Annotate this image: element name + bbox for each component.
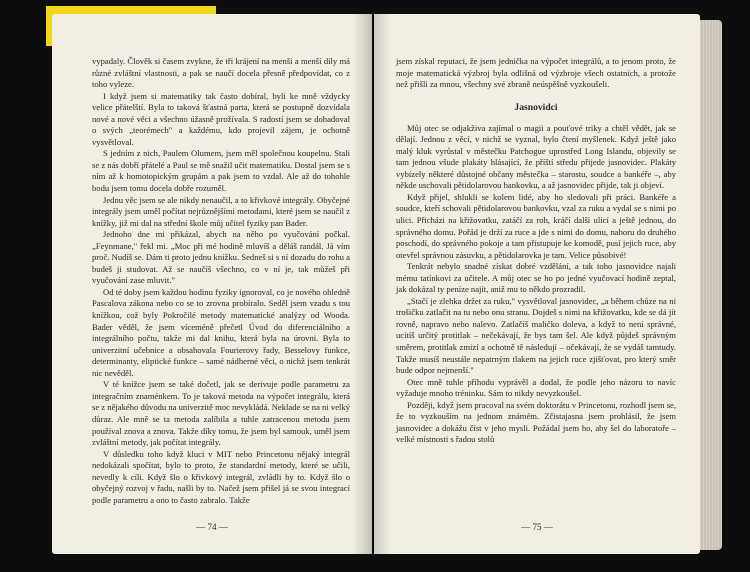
page-number-right: — 75 — xyxy=(521,522,553,532)
paragraph: Tenkrát nebylo snadné získat dobré vzdělání, a tak toho jasnovidce najali mému tatínkovi za učitele. A můj otec se ho po jedné vyučovací hodině zeptal, jak dokázal ty peníze najít, aniž mu to někdo prozradil. xyxy=(396,261,676,295)
paragraph: vypadaly. Člověk si časem zvykne, že tři krájení na menší a menší díly má různé zvláštní vlastnosti, a pak se naučí docela přesně předpovídat, co z toho vyleze. xyxy=(92,56,350,90)
page-edges xyxy=(700,20,722,550)
paragraph: Od té doby jsem každou hodinu fyziky ignoroval, co je nového ohledně Pascalova zákona nebo co se to zrovna probíralo. Seděl jsem vzadu s tou knížkou, což byly Pokročilé metody matematické analýzy od Wooda. Bader věděl, že jsem víceméně přečetl Úvod do diferenciálního a integrálního počtu, takže mi dal knihu, která byla na úrovni. Byla to univerzitní učebnice a obsahovala Fourierovy řady, Besselovy funkce, determinanty, eliptické funkce – samé nádherné věci, o nichž jsem tenkrát nic nevěděl. xyxy=(92,286,350,378)
paragraph: Jednu věc jsem se ale nikdy nenaučil, a to křivkové integrály. Obyčejné integrály jsem uměl počítat nejrůznějšími metodami, které jsem se naučil z knížky, již mi dal na střední škole můj učitel fyziky pan Bader. xyxy=(92,194,350,228)
paragraph: „Stačí je zlehka držet za ruku," vysvětloval jasnovidec, „a během chůze na ni trošičku zatlačit na tu nebo onu stranu. Dojdeš s nimi na křižovatku, kde se dá jít rovně, napravo nebo nalevo. Zatlačíš maličko doleva, a když to není správné, ucítíš určitý protitlak – nečekávají, že bys tam šel. Ale když půjdeš správným směrem, protitlak zmizí a ochotně tě následují – očekávají, že se vydáš tamtudy. Takže musíš neustále nepatrným tlakem na jejich ruce zjišťovat, pro který směr bude odpor nejmenší." xyxy=(396,295,676,376)
left-page xyxy=(52,14,372,554)
paragraph: Můj otec se odjakživa zajímal o magii a pouťové triky a chtěl vědět, jak se dělají. Jednou z věcí, v nichž se vyznal, bylo čtení myšlenek. Když ještě jako malý kluk vyrůstal v městečku Patchogue uprostřed Long Islandu, objevily se tam jednou všude plakáty hlásající, že příští středu přijede jasnovidec. Plakáty vybízely některé důstojné občany městečka – starostu, soudce a bankéře –, aby někde uschovali pětidolarovou bankovku, a až jasnovidec přijde, tak ji objeví. xyxy=(396,122,676,191)
right-page-text xyxy=(396,56,676,446)
paragraph: Otec mně tuhle příhodu vyprávěl a dodal, že podle jeho názoru to navíc vyžaduje mnoho tréninku. Sám to nikdy nevyzkoušel. xyxy=(396,376,676,399)
paragraph: V té knížce jsem se také dočetl, jak se derivuje podle parametru za integračním znaménkem. To je taková metoda na výpočet integrálu, která se z nějakého důvodu na univerzitě moc nevykládá. Neklade se na ni velký důraz. Ale mně se ta metoda zalíbila a tuhle zatracenou metodu jsem používal znova a znova. Takže díky tomu, že jsem byl samouk, uměl jsem zvláštní metody, jak počítat integrály. xyxy=(92,379,350,448)
paragraph: Později, když jsem pracoval na svém doktorátu v Princetonu, rozhodl jsem se, že to vyzkouším na jednom známém. Zčistajasna jsem prohlásil, že jsem jasnovidec a dokážu číst v jeho mysli. Požádal jsem ho, aby šel do laboratoře – velké místnosti s řadou stolů xyxy=(396,399,676,445)
paragraph: S jedním z nich, Paulem Olumem, jsem měl společnou koupelnu. Stali se z nás dobří přátelé a Paul se mě snažil učit matematiku. Dostal jsem se s ním až k homotopickým grupám a pak jsem to vzdal. Ale až do tohohle bodu jsem tomu docela dobře rozuměl. xyxy=(92,148,350,194)
page-number-left: — 74 — xyxy=(196,522,228,532)
paragraph: Když přijel, shlukli se kolem lidé, aby ho sledovali při práci. Bankéře a soudce, kteří schovali pětidolarovou bankovku, vzal za ruku a vydal se s nimi po ulici. Přicházi na křižovatku, zatáčí za roh, kráčí další ulicí a ještě jednou, do správného domu. Pořád je drží za ruce a jde s nimi do domu, nahoru do druhého poschodí, do správného pokoje a tam přistupuje ke komodě, pusí jejich ruce, aby otevřel správnou zásuvku, a pětidolarovka je tam. Velice působivé! xyxy=(396,191,676,260)
paragraph: I když jsem si matematiky tak často dobíral, byli ke mně vždycky velice přátelští. Byla to taková šťastná parta, která se postupně dozvídala nové a nové věci a všechno úžasně prožívala. S radostí jsem se dohadoval o svých „teorémech" a každému, kdo projevil zájem, je ochotně vysvětloval. xyxy=(92,90,350,147)
paragraph: jsem získal reputaci, že jsem jednička na výpočet integrálů, a to jenom proto, že moje matematická výzbroj byla odlišná od výzbroje všech ostatních, a protože než přišli za mnou, všechny své zbraně neúspěšně vyzkoušeli. xyxy=(396,56,676,90)
section-heading: Jasnovidci xyxy=(514,101,558,113)
paragraph: V důsledku toho když kluci v MIT nebo Princetonu nějaký integrál nedokázali spočítat, bylo to proto, že standardní metody, které se učili, nevedly k cíli. Když šlo o křivkový integrál, zvládli by to. Když šlo o obyčejný rozvoj v řadu, našli by to. Načež jsem přišel já se svou integrací podle parametru a ono to často zabralo. Takže xyxy=(92,448,350,505)
left-page-text xyxy=(92,56,350,506)
paragraph: Jednoho dne mi přikázal, abych na něho po vyučování počkal. „Feynmane," řekl mi. „Moc při mé hodině mluvíš a děláš randál. Já vím proč. Nudíš se. Dám ti proto jednu knížku. Sedneš si s ní dozadu do rohu a budeš ji studovat. Až se naučíš všechno, co v ní je, tak můžeš při vyučování zase mluvit." xyxy=(92,229,350,286)
right-page xyxy=(374,14,700,554)
